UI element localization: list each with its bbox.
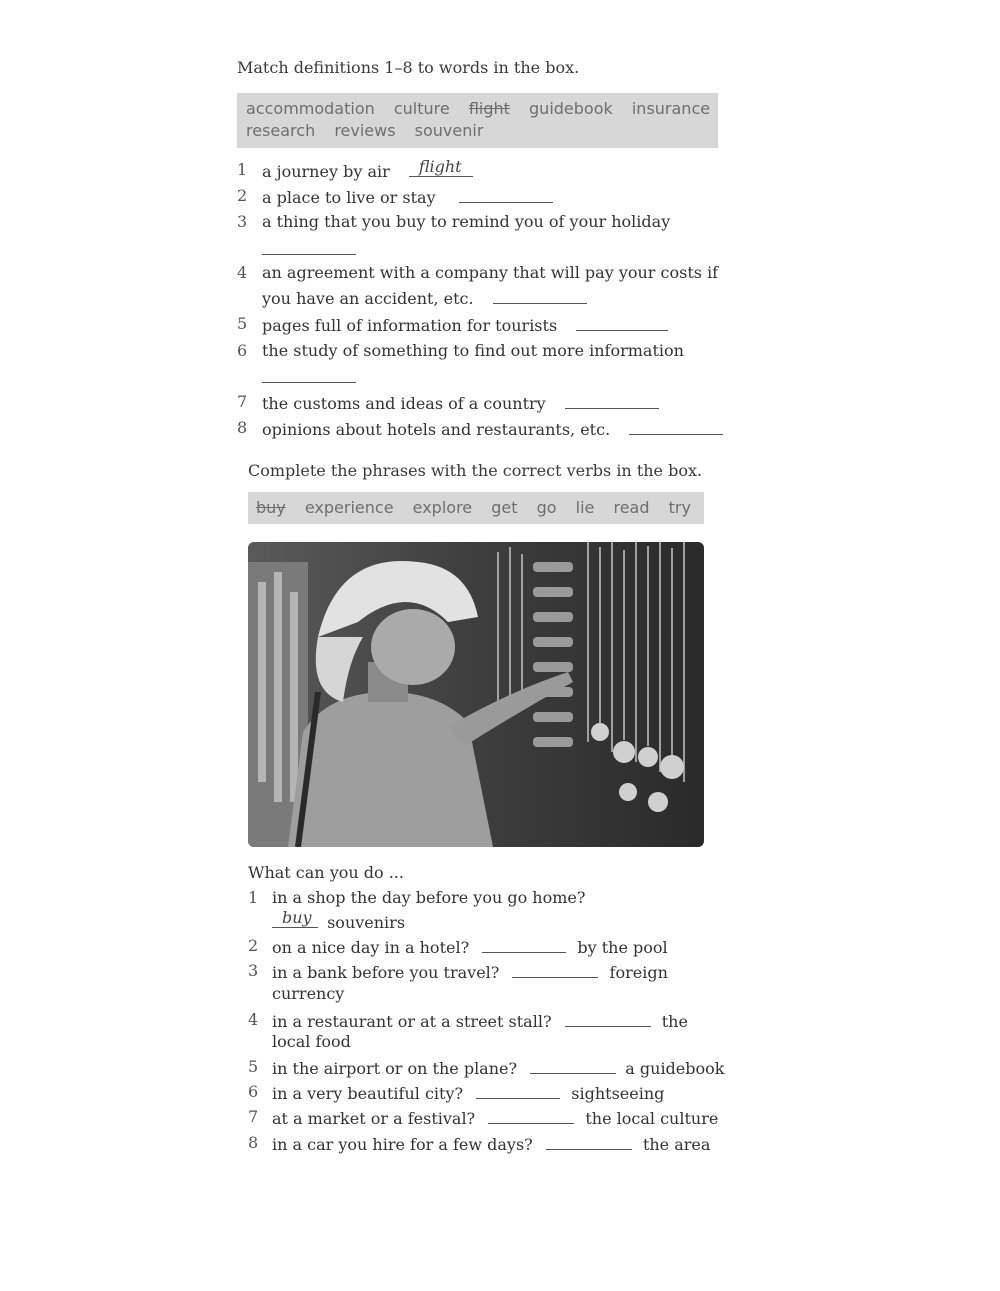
definition-4 — [262, 263, 718, 283]
phrase-3-cont: currency — [272, 984, 345, 1003]
word-experience: experience — [304, 498, 394, 517]
answer-blank[interactable] — [530, 1057, 616, 1074]
definition-text: the study of something to find out more information — [262, 341, 684, 360]
answer-blank[interactable] — [629, 418, 723, 435]
word-flight-struck: flight — [468, 99, 510, 118]
phrase-text: in a bank before you travel? — [272, 963, 500, 982]
phrase-text: the — [661, 1012, 688, 1031]
handwritten-answer: flight — [418, 157, 462, 176]
answer-blank[interactable] — [512, 961, 598, 978]
answer-blank[interactable] — [576, 314, 668, 331]
answer-blank[interactable] — [459, 186, 553, 203]
answer-blank[interactable] — [546, 1133, 632, 1150]
item-number: 1 — [248, 888, 259, 907]
phrase-4-cont: local food — [272, 1032, 351, 1051]
phrase-text: on a nice day in a hotel? — [272, 938, 470, 957]
exercise1-instruction: Match definitions 1–8 to words in the box. — [237, 58, 580, 77]
word-lie: lie — [575, 498, 595, 517]
answer-blank[interactable] — [482, 936, 566, 953]
phrase-text: by the pool — [577, 938, 668, 957]
phrase-7 — [272, 1107, 718, 1129]
definition-3-blank-line — [262, 238, 356, 260]
word-guidebook: guidebook — [529, 99, 613, 118]
word-accommodation: accommodation — [246, 99, 375, 118]
word-read: read — [613, 498, 650, 517]
item-number: 7 — [237, 392, 248, 411]
phrase-text: at a market or a festival? — [272, 1109, 476, 1128]
item-number: 1 — [237, 160, 248, 179]
definition-text: you have an accident, etc. — [262, 289, 474, 308]
phrase-text: the area — [642, 1135, 711, 1154]
phrase-text: sightseeing — [571, 1084, 665, 1103]
definition-text: a journey by air — [262, 162, 390, 181]
definition-text: a place to live or stay — [262, 188, 436, 207]
market-stall-photo — [248, 542, 704, 847]
word-reviews: reviews — [334, 121, 396, 140]
definition-4-cont — [262, 287, 587, 309]
word-explore: explore — [412, 498, 473, 517]
phrase-5 — [272, 1057, 724, 1079]
phrase-4 — [272, 1010, 688, 1032]
definition-text: a thing that you buy to remind you of your holiday — [262, 212, 671, 231]
answer-blank[interactable] — [493, 287, 587, 304]
definition-2 — [262, 186, 553, 208]
definition-6-blank-line — [262, 366, 356, 388]
phrase-2 — [272, 936, 668, 958]
phrase-8 — [272, 1133, 710, 1155]
definition-text: pages full of information for tourists — [262, 316, 558, 335]
handwritten-answer: buy — [282, 908, 312, 927]
word-culture: culture — [393, 99, 450, 118]
exercise2-instruction: Complete the phrases with the correct verbs in the box. — [248, 461, 703, 480]
item-number: 4 — [248, 1010, 259, 1029]
item-number: 6 — [248, 1082, 259, 1101]
word-get: get — [491, 498, 518, 517]
definition-1 — [262, 157, 473, 182]
phrase-text: souvenirs — [327, 913, 406, 932]
word-buy-struck: buy — [256, 498, 286, 517]
word-try: try — [668, 498, 691, 517]
phrase-3 — [272, 961, 668, 983]
item-number: 3 — [237, 212, 248, 231]
phrase-text: in a very beautiful city? — [272, 1084, 464, 1103]
answer-blank[interactable] — [272, 908, 318, 928]
phrase-text: in a restaurant or at a street stall? — [272, 1012, 552, 1031]
phrase-text: foreign — [609, 963, 668, 982]
item-number: 6 — [237, 341, 248, 360]
answer-blank[interactable] — [476, 1082, 560, 1099]
exercise2-question: What can you do ... — [248, 863, 404, 882]
item-number: 5 — [248, 1057, 259, 1076]
item-number: 2 — [237, 186, 248, 205]
word-go: go — [536, 498, 557, 517]
item-number: 4 — [237, 263, 248, 282]
phrase-text: in the airport or on the plane? — [272, 1059, 518, 1078]
answer-blank[interactable] — [262, 238, 356, 255]
phrase-text: in a car you hire for a few days? — [272, 1135, 533, 1154]
phrase-1 — [272, 888, 585, 908]
item-number: 7 — [248, 1107, 259, 1126]
definition-6 — [262, 341, 684, 361]
answer-blank[interactable] — [409, 157, 473, 177]
item-number: 8 — [248, 1133, 259, 1152]
definition-text: opinions about hotels and restaurants, etc. — [262, 420, 611, 439]
phrase-text: in a shop the day before you go home? — [272, 888, 586, 907]
definition-text: an agreement with a company that will pay your costs if — [262, 263, 719, 282]
answer-blank[interactable] — [262, 366, 356, 383]
item-number: 5 — [237, 314, 248, 333]
definition-3 — [262, 212, 670, 232]
answer-blank[interactable] — [565, 392, 659, 409]
phrase-text: a guidebook — [625, 1059, 725, 1078]
phrase-1-cont — [272, 908, 406, 933]
phrase-text: the local culture — [585, 1109, 719, 1128]
exercise2-word-box — [248, 492, 704, 524]
definition-5 — [262, 314, 668, 336]
word-insurance: insurance — [631, 99, 711, 118]
exercise1-word-box — [237, 93, 718, 148]
definition-7 — [262, 392, 659, 414]
word-research: research — [246, 121, 316, 140]
answer-blank[interactable] — [565, 1010, 651, 1027]
definition-text: the customs and ideas of a country — [262, 394, 546, 413]
definition-8 — [262, 418, 723, 440]
item-number: 3 — [248, 961, 259, 980]
phrase-6 — [272, 1082, 664, 1104]
item-number: 2 — [248, 936, 259, 955]
answer-blank[interactable] — [488, 1107, 574, 1124]
market-stall-photo-icon — [248, 542, 704, 847]
word-souvenir: souvenir — [414, 121, 484, 140]
item-number: 8 — [237, 418, 248, 437]
